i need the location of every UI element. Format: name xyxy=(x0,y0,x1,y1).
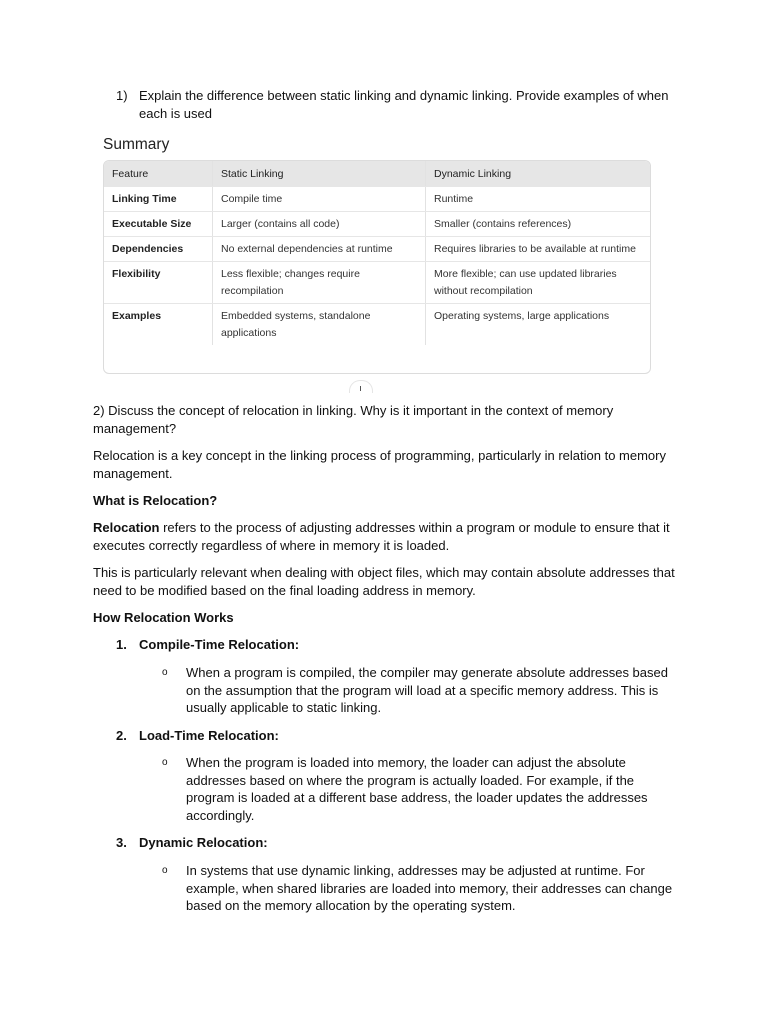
row-feature: Executable Size xyxy=(104,212,213,237)
row-static: No external dependencies at runtime xyxy=(213,237,426,262)
bullet-compile-time xyxy=(162,664,676,717)
step-title: Dynamic Relocation: xyxy=(139,835,268,850)
row-dynamic: Runtime xyxy=(426,187,651,212)
bullet-load-time xyxy=(162,754,676,824)
bullet-icon: o xyxy=(162,757,168,768)
table-row xyxy=(104,237,650,262)
row-feature: Linking Time xyxy=(104,187,213,212)
bullet-icon: o xyxy=(162,865,168,876)
arrow-down-icon xyxy=(360,386,361,391)
definition-paragraph xyxy=(93,519,678,554)
table-row xyxy=(104,187,650,212)
relevance-paragraph: This is particularly relevant when dealing with object files, which may contain absolute addresses that need to be modified based on the final loading address in memory. xyxy=(93,565,675,598)
row-dynamic: Operating systems, large applications xyxy=(426,304,651,346)
row-static: Less flexible; changes require recompilation xyxy=(213,262,426,304)
row-dynamic: Smaller (contains references) xyxy=(426,212,651,237)
header-feature: Feature xyxy=(104,161,213,187)
step-title: Compile-Time Relocation: xyxy=(139,637,300,652)
bullet-text: When a program is compiled, the compiler may generate absolute addresses based on the assumption that the program will load at a specific memory address. This is usually applicable to static linking. xyxy=(186,665,668,715)
bullet-text: When the program is loaded into memory, the loader can adjust the absolute addresses based on where the program is actually loaded. For example, if the program is loaded at a different base address, the loader updates the addresses accordingly. xyxy=(186,755,648,823)
bullet-text: In systems that use dynamic linking, addresses may be adjusted at runtime. For example, when shared libraries are loaded into memory, their addresses can change based on the memory allocation by the operating system. xyxy=(186,863,673,913)
table-row xyxy=(104,212,650,237)
step-compile-time xyxy=(116,636,676,654)
definition-term: Relocation xyxy=(93,520,160,535)
question-1 xyxy=(116,87,676,122)
summary-title: Summary xyxy=(103,136,170,153)
scroll-down-button[interactable] xyxy=(349,380,373,393)
step-load-time xyxy=(116,727,676,745)
table-row xyxy=(104,262,650,304)
row-dynamic: Requires libraries to be available at runtime xyxy=(426,237,651,262)
step-title: Load-Time Relocation: xyxy=(139,728,279,743)
table-header-row xyxy=(104,161,650,187)
row-dynamic: More flexible; can use updated libraries without recompilation xyxy=(426,262,651,304)
definition-rest: refers to the process of adjusting addresses within a program or module to ensure that it executes correctly regardless of where in memory it is loaded. xyxy=(93,520,670,553)
question-1-text: Explain the difference between static linking and dynamic linking. Provide examples of when each is used xyxy=(139,88,669,121)
question-2: 2) Discuss the concept of relocation in linking. Why is it important in the context of memory management? xyxy=(93,403,614,436)
header-static-linking: Static Linking xyxy=(213,161,426,187)
intro-paragraph: Relocation is a key concept in the linking process of programming, particularly in relation to memory management. xyxy=(93,448,666,481)
header-dynamic-linking: Dynamic Linking xyxy=(426,161,651,187)
question-1-number: 1) xyxy=(116,88,128,103)
table-row xyxy=(104,304,650,346)
row-feature: Examples xyxy=(112,310,162,322)
how-heading: How Relocation Works xyxy=(93,610,234,625)
bullet-dynamic xyxy=(162,862,676,915)
step-number: 1. xyxy=(116,637,127,652)
what-heading: What is Relocation? xyxy=(93,493,218,508)
row-static: Embedded systems, standalone applications xyxy=(213,304,426,346)
row-static: Larger (contains all code) xyxy=(213,212,426,237)
step-dynamic xyxy=(116,834,676,852)
summary-table xyxy=(103,160,651,374)
bullet-icon: o xyxy=(162,667,168,678)
row-feature: Dependencies xyxy=(104,237,213,262)
step-number: 2. xyxy=(116,728,127,743)
step-number: 3. xyxy=(116,835,127,850)
row-feature: Flexibility xyxy=(104,262,213,304)
row-static: Compile time xyxy=(213,187,426,212)
